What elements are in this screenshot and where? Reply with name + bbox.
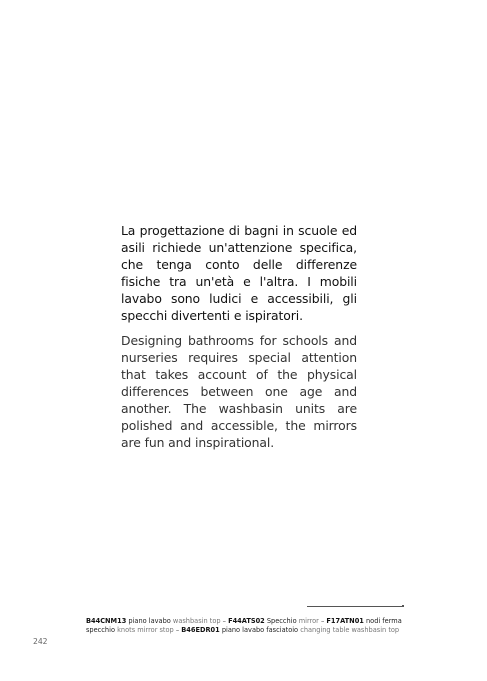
product-name-italian: piano lavabo fasciatoio [221, 626, 299, 635]
caption-divider [307, 606, 403, 607]
product-code: F17ATN01 [326, 617, 364, 625]
product-name-italian: nodi ferma specchio [86, 617, 402, 635]
english-paragraph: Designing bathrooms for schools and nurseries requires special attention that takes account of the physical differences between one age and another. The washbasin units are polished and accessible, the mirrors are fun and inspirational. [121, 332, 357, 451]
italian-paragraph: La progettazione di bagni in scuole ed asili richiede un'attenzione specifica, che tenga conto delle differenze fisiche tra un'età e l'altra. I mobili lavabo sono ludici e accessibili, gli specchi divertenti e ispiratori. [121, 223, 357, 324]
product-name-italian: Specchio [266, 617, 297, 625]
product-name-italian: piano lavabo [128, 617, 171, 625]
product-name-english: mirror [298, 617, 319, 625]
product-name-english: changing table washbasin top [300, 626, 400, 635]
product-code: F44ATS02 [228, 617, 265, 625]
product-code: B46EDR01 [181, 626, 220, 635]
product-name-english: washbasin top [172, 617, 221, 625]
caption-separator: – [321, 617, 325, 625]
main-text-block [121, 222, 357, 451]
caption-separator: – [222, 617, 226, 625]
product-name-english: knots mirror stop [117, 626, 174, 635]
product-caption [86, 617, 406, 635]
caption-separator: – [175, 626, 180, 635]
product-code: B44CNM13 [86, 617, 127, 625]
page-number: 242 [33, 637, 48, 646]
